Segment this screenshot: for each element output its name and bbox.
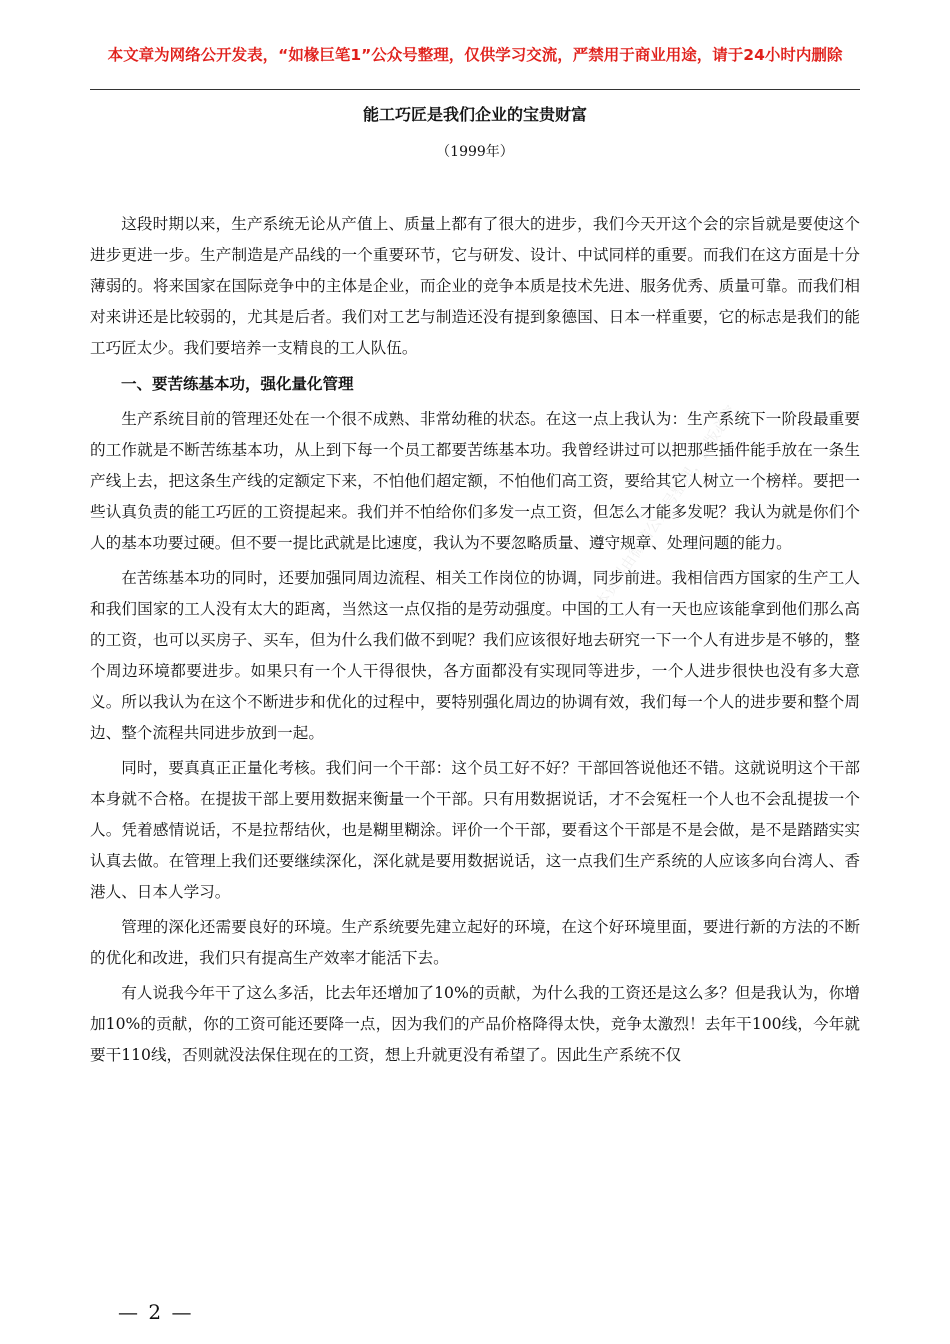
header-divider — [90, 89, 860, 90]
article-year: （1999年） — [436, 144, 514, 160]
paragraph-intro: 这段时期以来，生产系统无论从产值上、质量上都有了很大的进步，我们今天开这个会的宗旨就是要使这个进步更进一步。生产制造是产品线的一个重要环节，它与研发、设计、中试同样的重要。而我们在这方面是十分薄弱的。将来国家在国际竞争中的主体是企业，而企业的竞争本质是技术先进、服务优秀、质量可靠。而我们相对来讲还是比较弱的，尤其是后者。我们对工艺与制造还没有提到象德国、日本一样重要，它的标志是我们的能工巧匠太少。我们要培养一支精良的工人队伍。 — [90, 215, 860, 357]
watermark: 本资料由微信公众号整理，盗版必究 — [591, 402, 741, 612]
paragraph: 有人说我今年干了这么多活，比去年还增加了10%的贡献，为什么我的工资还是这么多？但是我认为，你增加10%的贡献，你的工资可能还要降一点，因为我们的产品价格降得太快，竞争太激烈！去年干100线，今年就要干110线，否则就没法保住现在的工资，想上升就更没有希望了。因此生产系统不仅 — [90, 984, 860, 1064]
article-title: 能工巧匠是我们企业的宝贵财富 — [362, 105, 587, 124]
article-body — [90, 209, 860, 1071]
paragraph: 管理的深化还需要良好的环境。生产系统要先建立起好的环境，在这个好环境里面，要进行新的方法的不断的优化和改进，我们只有提高生产效率才能活下去。 — [90, 918, 860, 967]
paragraph: 生产系统目前的管理还处在一个很不成熟、非常幼稚的状态。在这一点上我认为：生产系统下一阶段最重要的工作就是不断苦练基本功，从上到下每一个员工都要苦练基本功。我曾经讲过可以把那些插件能手放在一条生产线上去，把这条生产线的定额定下来，不怕他们超定额，不怕他们高工资，要给其它人树立一个榜样。要把一些认真负责的能工巧匠的工资提起来。我们并不怕给你们多发一点工资，但怎么才能多发呢？我认为就是你们个人的基本功要过硬。但不要一提比武就是比速度，我认为不要忽略质量、遵守规章、处理问题的能力。 — [90, 410, 860, 552]
section-heading-1: 一、要苦练基本功，强化量化管理 — [121, 375, 354, 393]
paragraph: 同时，要真真正正量化考核。我们问一个干部：这个员工好不好？干部回答说他还不错。这就说明这个干部本身就不合格。在提拔干部上要用数据来衡量一个干部。只有用数据说话，才不会冤枉一个人也不会乱提拔一个人。凭着感情说话，不是拉帮结伙，也是糊里糊涂。评价一个干部，要看这个干部是不是会做，是不是踏踏实实认真去做。在管理上我们还要继续深化，深化就是要用数据说话，这一点我们生产系统的人应该多向台湾人、香港人、日本人学习。 — [90, 759, 860, 901]
page-number: — 2 — — [118, 1300, 194, 1324]
paragraph: 在苦练基本功的同时，还要加强同周边流程、相关工作岗位的协调，同步前进。我相信西方国家的生产工人和我们国家的工人没有太大的距离，当然这一点仅指的是劳动强度。中国的工人有一天也应该能拿到他们那么高的工资，也可以买房子、买车，但为什么我们做不到呢？我们应该很好地去研究一下一个人有进步是不够的，整个周边环境都要进步。如果只有一个人干得很快，各方面都没有实现同等进步，一个人进步很快也没有多大意义。所以我认为在这个不断进步和优化的过程中，要特别强化周边的协调有效，我们每一个人的进步要和整个周边、整个流程共同进步放到一起。 — [90, 569, 860, 742]
copyright-notice: 本文章为网络公开发表，“如椽巨笔1”公众号整理，仅供学习交流，严禁用于商业用途，请于24小时内删除 — [107, 46, 843, 64]
